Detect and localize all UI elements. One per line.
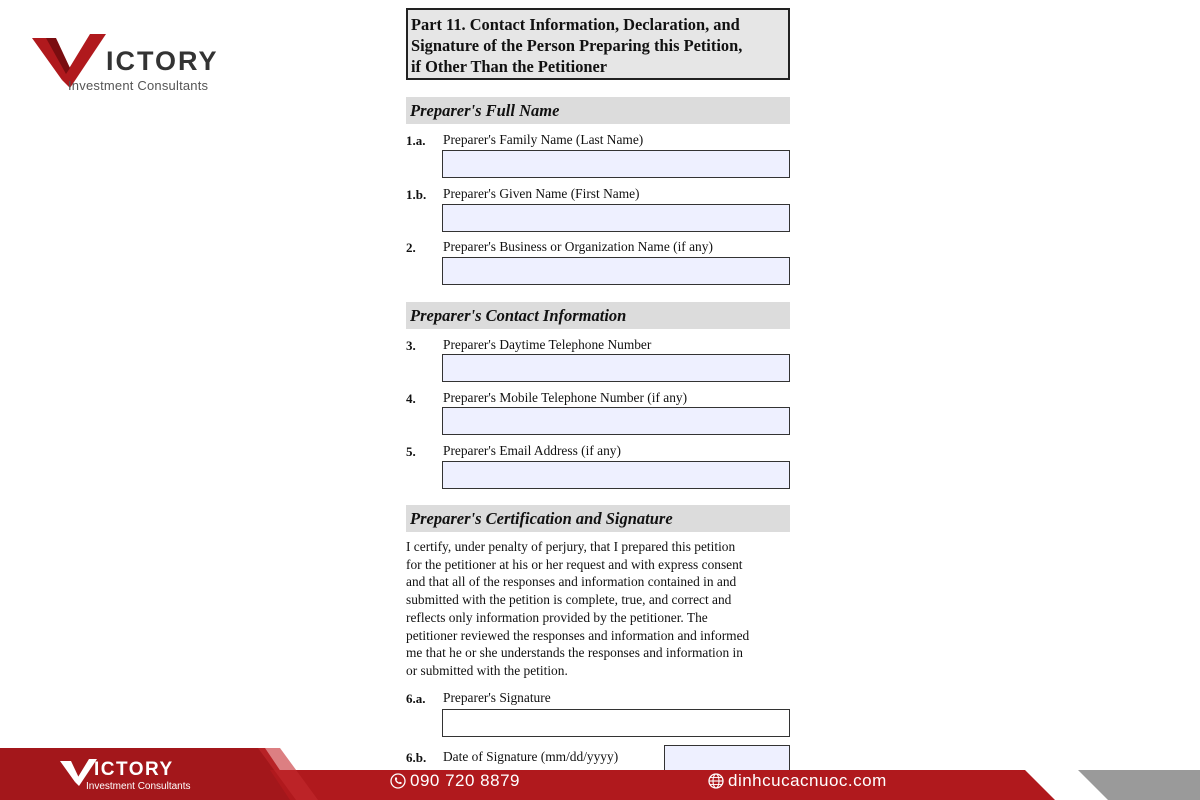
part-title-box — [406, 8, 790, 80]
certification-line: for the petitioner at his or her request and with express consent — [406, 556, 743, 572]
footer-phone-number: 090 720 8879 — [410, 771, 520, 790]
question-label: Preparer's Given Name (First Name) — [443, 186, 640, 201]
question-label: Preparer's Family Name (Last Name) — [443, 132, 644, 147]
certification-line: reflects only information provided by the petitioner. The — [406, 609, 708, 625]
question-label: Preparer's Daytime Telephone Number — [443, 337, 652, 352]
part-title-line: Signature of the Person Preparing this Petition, — [411, 36, 743, 55]
certification-line: me that he or she understands the responses and information in — [406, 645, 743, 661]
question-number: 5. — [406, 444, 416, 459]
question-number: 3. — [406, 338, 416, 353]
brand-logo — [32, 30, 232, 96]
footer-brand-name: ICTORY — [94, 759, 174, 780]
question-label: Date of Signature (mm/dd/yyyy) — [443, 749, 619, 764]
question-label: Preparer's Business or Organization Name (if any) — [443, 239, 713, 254]
section-contact-info: Preparer's Contact Information — [406, 302, 790, 329]
question-number: 1.a. — [406, 133, 426, 148]
signature-input[interactable] — [442, 709, 790, 737]
mobile-phone-input[interactable] — [442, 407, 790, 435]
daytime-phone-input[interactable] — [442, 354, 790, 382]
given-name-input[interactable] — [442, 204, 790, 232]
email-input[interactable] — [442, 461, 790, 489]
footer-brand-tagline: Investment Consultants — [86, 781, 191, 792]
brand-name: ICTORY — [106, 46, 219, 76]
certification-line: submitted with the petition is complete, true, and correct and — [406, 592, 732, 608]
family-name-input[interactable] — [442, 150, 790, 178]
footer-website-url: dinhcucacnuoc.com — [728, 771, 887, 790]
phone-icon — [390, 773, 406, 789]
certification-text — [406, 538, 792, 680]
section-full-name: Preparer's Full Name — [406, 97, 790, 124]
brand-tagline: Investment Consultants — [68, 78, 209, 93]
question-number: 6.b. — [406, 750, 427, 765]
certification-line: I certify, under penalty of perjury, that I prepared this petition — [406, 539, 736, 554]
question-label: Preparer's Signature — [443, 690, 551, 705]
question-number: 1.b. — [406, 187, 427, 202]
footer-logo — [60, 755, 200, 795]
question-number: 6.a. — [406, 691, 426, 706]
question-number: 2. — [406, 240, 416, 255]
globe-icon — [708, 773, 724, 789]
question-label: Preparer's Email Address (if any) — [443, 443, 621, 458]
part-title-line: if Other Than the Petitioner — [411, 57, 608, 76]
part-title-line: Part 11. Contact Information, Declaration, and — [411, 15, 740, 34]
question-label: Preparer's Mobile Telephone Number (if any) — [443, 390, 688, 405]
section-certification: Preparer's Certification and Signature — [406, 505, 790, 532]
certification-line: petitioner reviewed the responses and information and informed — [406, 627, 750, 643]
certification-line: and that all of the responses and information contained in and — [406, 574, 737, 590]
question-number: 4. — [406, 391, 416, 406]
certification-line: or submitted with the petition. — [406, 662, 568, 678]
organization-name-input[interactable] — [442, 257, 790, 285]
